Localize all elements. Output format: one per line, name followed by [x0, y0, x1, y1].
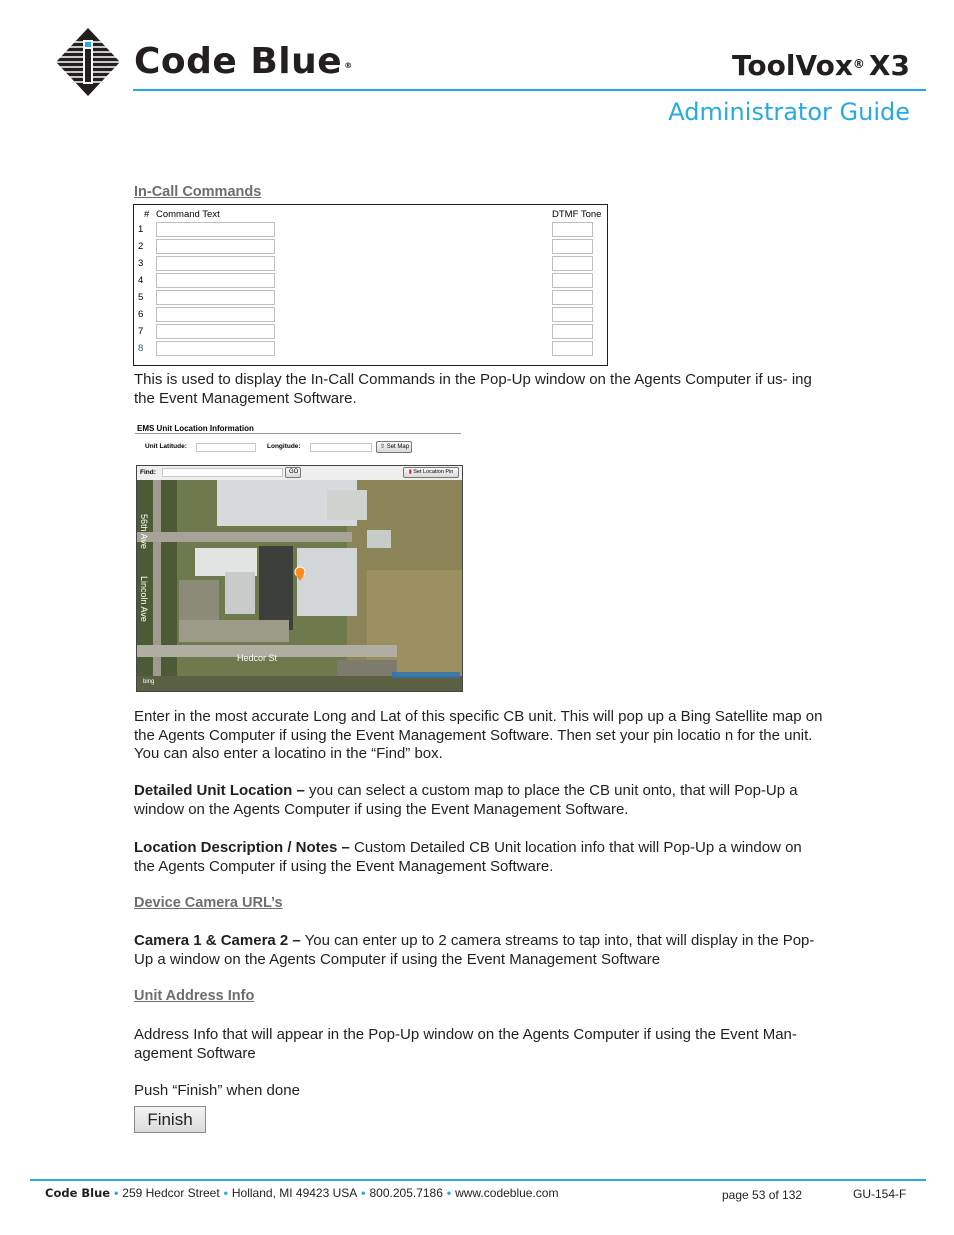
dtmf-tone-input[interactable] [552, 273, 593, 288]
go-button[interactable]: GO [285, 467, 301, 478]
find-label: Find: [140, 469, 156, 476]
command-text-input[interactable] [156, 341, 275, 356]
incall-row-number: 6 [138, 309, 144, 320]
set-map-button[interactable]: ⇧ Set Map [376, 441, 412, 453]
command-text-input[interactable] [156, 307, 275, 322]
set-location-pin-button[interactable] [403, 467, 459, 478]
command-text-input[interactable] [156, 273, 275, 288]
dtmf-tone-input[interactable] [552, 239, 593, 254]
map-street-label-hedcor: Hedcor St [237, 653, 278, 663]
footer-divider [30, 1179, 926, 1181]
incall-row-number: 2 [138, 241, 144, 252]
incall-description: This is used to display the In-Call Commands in the Pop-Up window on the Agents Computer if us- ing the Event Management Software. [134, 371, 812, 407]
ems-location-panel [135, 420, 463, 692]
location-notes-paragraph: Location Description / Notes – Custom Detailed CB Unit location info that will Pop-Up a window on the Agents Computer if using the Event Management Software. [134, 839, 802, 875]
latitude-input[interactable] [196, 443, 256, 452]
incall-row-number: 3 [138, 258, 144, 269]
footer-address: Code Blue • 259 Hedcor Street • Holland, MI 49423 USA • 800.205.7186 • www.codeblue.com [45, 1186, 559, 1200]
finish-button[interactable]: Finish [134, 1106, 206, 1133]
dtmf-tone-input[interactable] [552, 307, 593, 322]
footer-phone: 800.205.7186 [369, 1186, 443, 1200]
satellite-imagery [137, 480, 462, 691]
command-text-input[interactable] [156, 239, 275, 254]
incall-row-number: 5 [138, 292, 144, 303]
incall-commands-form [133, 204, 608, 366]
footer-street: 259 Hedcor Street [122, 1186, 220, 1200]
incall-heading: In-Call Commands [134, 184, 262, 200]
ems-title-rule [135, 433, 461, 434]
dtmf-tone-input[interactable] [552, 222, 593, 237]
command-text-input[interactable] [156, 222, 275, 237]
header-divider [133, 89, 926, 91]
longitude-label: Longitude: [267, 443, 301, 450]
camera-paragraph: Camera 1 & Camera 2 – You can enter up to 2 camera streams to tap into, that will display in the Pop-Up a window on the Agents Computer if using the Event Management Software [134, 932, 815, 968]
incall-row-number: 7 [138, 326, 144, 337]
col-num-header: # [144, 209, 150, 220]
bing-logo: bing [143, 679, 155, 685]
col-dtmf-header: DTMF Tone [552, 209, 602, 220]
command-text-input[interactable] [156, 290, 275, 305]
dtmf-tone-input[interactable] [552, 341, 593, 356]
page-number: page 53 of 132 [722, 1188, 803, 1202]
dtmf-tone-input[interactable] [552, 324, 593, 339]
incall-row-number: 8 [138, 343, 144, 354]
find-input[interactable] [162, 468, 283, 477]
product-title: ToolVox® X3 [732, 49, 910, 82]
incall-row-number: 4 [138, 275, 144, 286]
guide-title: Administrator Guide [668, 98, 910, 126]
satellite-map[interactable] [136, 465, 463, 692]
map-street-label-lincoln: Lincoln Ave [139, 576, 149, 622]
command-text-input[interactable] [156, 256, 275, 271]
pin-icon: ▮ [408, 469, 412, 475]
latitude-label: Unit Latitude: [145, 443, 187, 450]
push-finish-text: Push “Finish” when done [134, 1082, 300, 1099]
set-map-label: Set Map [386, 444, 410, 450]
code-blue-logo-icon [56, 28, 120, 96]
brand-name: Code Blue ® [134, 41, 353, 82]
incall-row-number: 1 [138, 224, 144, 235]
address-heading: Unit Address Info [134, 988, 255, 1004]
dtmf-tone-input[interactable] [552, 290, 593, 305]
set-pin-label: Set Location Pin [413, 469, 454, 475]
footer-city: Holland, MI 49423 USA [231, 1186, 358, 1200]
address-paragraph: Address Info that will appear in the Pop-Up window on the Agents Computer if using the Event Man- agement Software [134, 1026, 797, 1062]
detailed-location-paragraph: Detailed Unit Location – you can select a custom map to place the CB unit onto, that will Pop-Up a window on the Agents Computer if using the Event Management Software. [134, 782, 798, 818]
map-street-label-56th: 56th Ave [139, 514, 149, 549]
ems-title: EMS Unit Location Information [137, 424, 254, 433]
document-code: GU-154-F [853, 1187, 907, 1201]
command-text-input[interactable] [156, 324, 275, 339]
longitude-input[interactable] [310, 443, 372, 452]
footer-brand: Code Blue [45, 1186, 111, 1200]
latlon-paragraph: Enter in the most accurate Long and Lat of this specific CB unit. This will pop up a Bing Satellite map on the Agents Computer if using the Event Management Software. Then set your pin locatio n for the unit. You can also enter a locatino in the “Find” box. [134, 708, 823, 763]
dtmf-tone-input[interactable] [552, 256, 593, 271]
map-toolbar [137, 466, 462, 481]
col-command-header: Command Text [156, 209, 220, 220]
camera-heading: Device Camera URL’s [134, 895, 283, 911]
footer-web: www.codeblue.com [455, 1186, 559, 1200]
